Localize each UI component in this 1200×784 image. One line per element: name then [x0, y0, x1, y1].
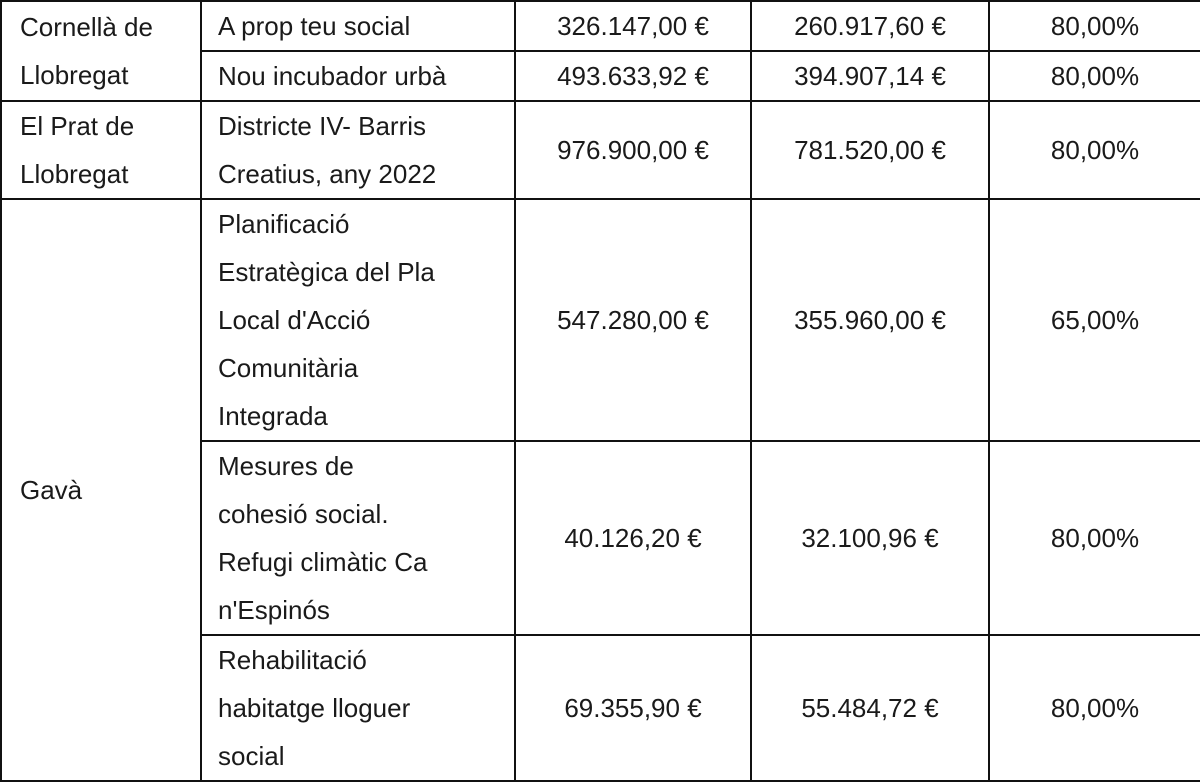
municipality-cell — [1, 1, 201, 101]
municipality-line: El Prat de — [20, 111, 135, 141]
percent-cell: 80,00% — [989, 1, 1200, 51]
subsidy-cell: 394.907,14 € — [751, 51, 989, 101]
municipality-cell — [1, 199, 201, 781]
municipality-line: Llobregat — [20, 60, 129, 90]
project-line: Planificació — [218, 209, 350, 239]
project-line: Rehabilitació — [218, 645, 367, 675]
project-line: cohesió social. — [218, 499, 389, 529]
table-row — [1, 1, 1200, 51]
total-cell: 547.280,00 € — [515, 199, 751, 441]
project-line: Comunitària — [218, 353, 359, 383]
project-cell — [201, 1, 515, 51]
total-cell: 326.147,00 € — [515, 1, 751, 51]
subsidy-cell: 32.100,96 € — [751, 441, 989, 635]
municipality-line: Gavà — [20, 475, 83, 505]
project-line: Estratègica del Pla — [218, 257, 435, 287]
project-cell — [201, 51, 515, 101]
project-cell — [201, 441, 515, 635]
project-line: Mesures de — [218, 451, 354, 481]
table-row — [1, 101, 1200, 199]
project-line: Local d'Acció — [218, 305, 371, 335]
percent-cell: 80,00% — [989, 51, 1200, 101]
percent-cell: 65,00% — [989, 199, 1200, 441]
subsidy-cell: 260.917,60 € — [751, 1, 989, 51]
municipality-line: Llobregat — [20, 159, 129, 189]
total-cell: 40.126,20 € — [515, 441, 751, 635]
project-line: Districte IV- Barris — [218, 111, 427, 141]
project-line: A prop teu social — [218, 11, 411, 41]
project-cell — [201, 635, 515, 781]
table-row — [1, 199, 1200, 441]
project-cell — [201, 101, 515, 199]
project-line: habitatge lloguer — [218, 693, 411, 723]
project-line: n'Espinós — [218, 595, 330, 625]
project-line: social — [218, 741, 285, 771]
percent-cell: 80,00% — [989, 101, 1200, 199]
percent-cell: 80,00% — [989, 441, 1200, 635]
project-line: Integrada — [218, 401, 328, 431]
total-cell: 69.355,90 € — [515, 635, 751, 781]
subsidy-cell: 55.484,72 € — [751, 635, 989, 781]
subsidy-cell: 781.520,00 € — [751, 101, 989, 199]
total-cell: 976.900,00 € — [515, 101, 751, 199]
total-cell: 493.633,92 € — [515, 51, 751, 101]
project-cell — [201, 199, 515, 441]
project-line: Refugi climàtic Ca — [218, 547, 428, 577]
subsidy-cell: 355.960,00 € — [751, 199, 989, 441]
percent-cell: 80,00% — [989, 635, 1200, 781]
municipality-cell — [1, 101, 201, 199]
municipality-line: Cornellà de — [20, 12, 153, 42]
project-line: Nou incubador urbà — [218, 61, 447, 91]
project-line: Creatius, any 2022 — [218, 159, 437, 189]
